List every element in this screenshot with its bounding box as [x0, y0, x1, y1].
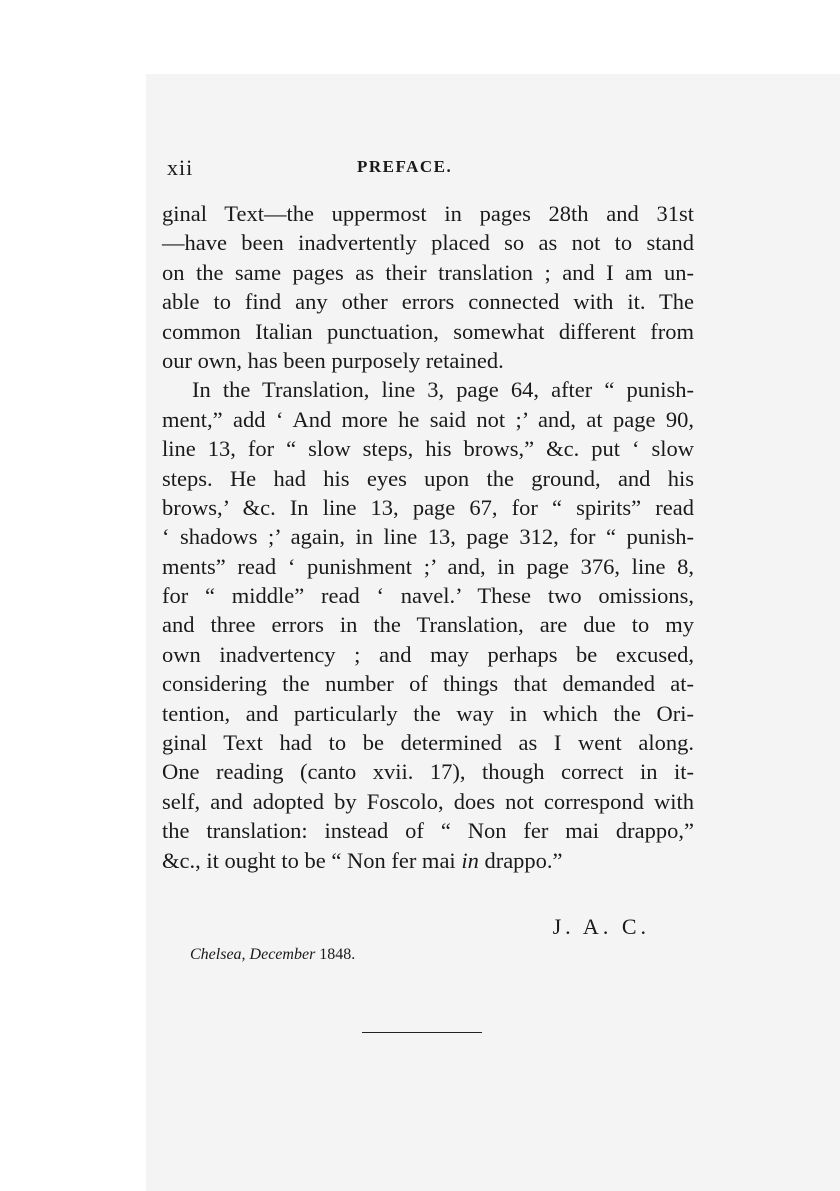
- final-line-end: drappo.”: [478, 847, 563, 873]
- text-line: able to find any other errors connected with it. The: [162, 289, 694, 315]
- dateline-year: 1848.: [319, 946, 356, 963]
- text-line: One reading (canto xvii. 17), though correct in it-: [162, 759, 694, 785]
- text-line: line 13, for “ slow steps, his brows,” &c. put ‘ slow: [162, 436, 694, 462]
- text-line: for “ middle” read ‘ navel.’ These two omissions,: [162, 583, 694, 609]
- italic-word: in: [461, 847, 479, 873]
- author-signature: J. A. C.: [552, 914, 650, 939]
- text-line: steps. He had his eyes upon the ground, and his: [162, 465, 694, 491]
- text-line: ‘ shadows ;’ again, in line 13, page 312, for “ punish-: [162, 524, 694, 550]
- running-head: PREFACE.: [357, 157, 453, 176]
- text-line: ment,” add ‘ And more he said not ;’ and, at page 90,: [162, 406, 694, 432]
- text-line: In the Translation, line 3, page 64, after “ punish-: [192, 377, 694, 403]
- page-header: [167, 155, 697, 185]
- text-line: self, and adopted by Foscolo, does not correspond with: [162, 788, 694, 814]
- text-line: on the same pages as their translation ; and I am un-: [162, 259, 694, 285]
- dateline: [190, 946, 355, 964]
- text-line: ments” read ‘ punishment ;’ and, in page 376, line 8,: [162, 553, 694, 579]
- text-line: ginal Text had to be determined as I went along.: [162, 730, 694, 756]
- text-line: the translation: instead of “ Non fer mai drappo,”: [162, 818, 694, 844]
- end-rule-divider: [362, 1032, 482, 1033]
- text-line: common Italian punctuation, somewhat different from: [162, 318, 694, 344]
- text-line-final: [162, 846, 694, 875]
- text-line: our own, has been purposely retained.: [162, 347, 504, 373]
- final-line-start: &c., it ought to be “ Non fer mai: [162, 847, 462, 873]
- preface-body: [162, 199, 694, 875]
- text-line: ginal Text—the uppermost in pages 28th and 31st: [162, 201, 694, 226]
- dateline-place-month: Chelsea, December: [190, 946, 316, 963]
- text-line: considering the number of things that demanded at-: [162, 671, 694, 697]
- page-number: xii: [167, 155, 194, 180]
- text-line: own inadvertency ; and may perhaps be excused,: [162, 641, 694, 667]
- text-line: and three errors in the Translation, are due to my: [162, 612, 694, 638]
- text-line: tention, and particularly the way in which the Ori-: [162, 700, 694, 726]
- text-line: brows,’ &c. In line 13, page 67, for “ spirits” read: [162, 494, 694, 520]
- text-line: —have been inadvertently placed so as not to stand: [162, 230, 694, 256]
